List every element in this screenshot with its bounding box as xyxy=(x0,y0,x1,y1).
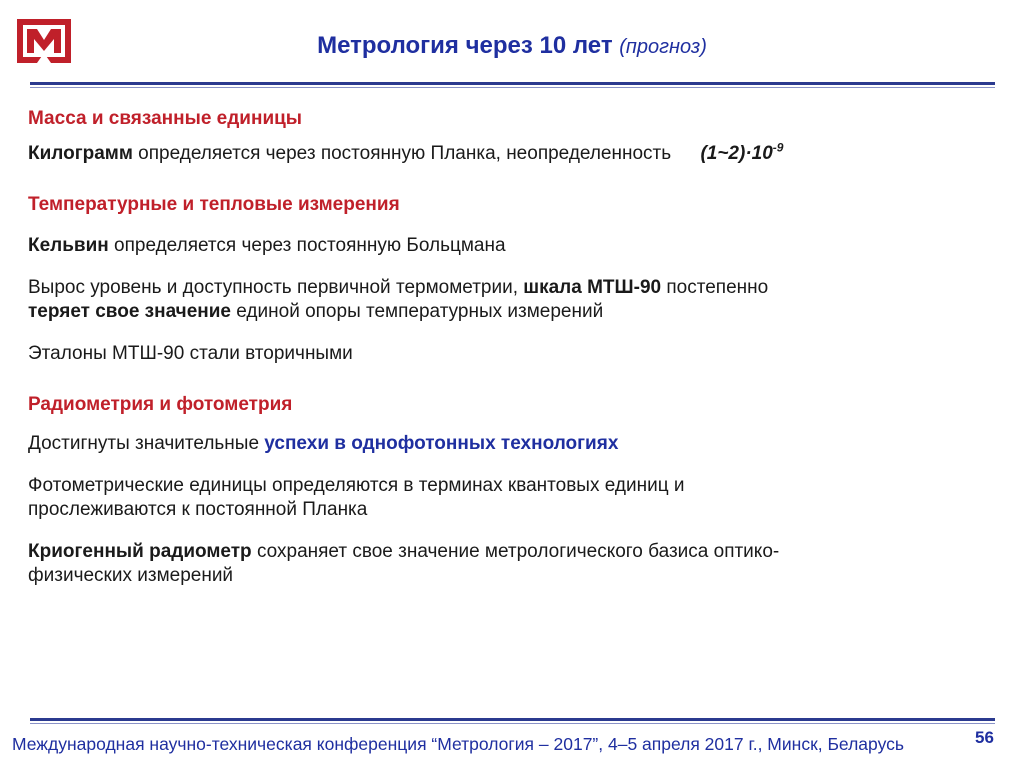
kilogram-term: Килограмм xyxy=(28,143,133,164)
title-subtitle: (прогноз) xyxy=(619,36,707,58)
paragraph-cryogenic xyxy=(28,540,988,588)
thermometry-text-b: постепенно xyxy=(661,277,769,298)
single-photon-highlight: успехи в однофотонных технологиях xyxy=(264,433,619,454)
single-photon-text: Достигнуты значительные xyxy=(28,433,265,454)
paragraph-single-photon xyxy=(28,432,988,456)
slide-content xyxy=(28,108,988,588)
paragraph-standards: Эталоны МТШ-90 стали вторичными xyxy=(28,343,353,364)
loses-significance-term: теряет свое значение xyxy=(28,301,231,322)
photometric-line1: Фотометрические единицы определяются в терминах квантовых единиц и xyxy=(28,475,685,496)
cryogenic-line2: физических измерений xyxy=(28,565,234,586)
section-heading-radiometry: Радиометрия и фотометрия xyxy=(28,394,293,415)
page-number: 56 xyxy=(975,728,994,747)
slide-title xyxy=(0,32,1024,60)
thermometry-text-c: единой опоры температурных измерений xyxy=(231,301,604,322)
kelvin-text: определяется через постоянную Больцмана xyxy=(108,235,506,256)
thermometry-text-a: Вырос уровень и доступность первичной термометрии, xyxy=(28,277,524,298)
title-main: Метрология через 10 лет xyxy=(317,32,613,59)
photometric-line2: прослеживаются к постоянной Планка xyxy=(28,499,368,520)
kilogram-text: определяется через постоянную Планка, неопределенность xyxy=(132,143,672,164)
formula-exponent: -9 xyxy=(772,140,784,155)
paragraph-kilogram xyxy=(28,142,988,166)
mtsh90-scale-term: шкала МТШ-90 xyxy=(523,277,662,298)
section-heading-temperature: Температурные и тепловые измерения xyxy=(28,194,400,215)
paragraph-thermometry xyxy=(28,276,988,324)
formula-base: (1~2)·10 xyxy=(700,143,773,164)
header-divider xyxy=(30,82,995,88)
cryogenic-line1: сохраняет свое значение метрологического базиса оптико- xyxy=(251,541,780,562)
section-heading-mass: Масса и связанные единицы xyxy=(28,108,303,129)
conference-footer: Международная научно-техническая конференция “Метрология – 2017”, 4–5 апреля 2017 г., Минск, Беларусь xyxy=(12,734,904,754)
cryogenic-radiometer-term: Криогенный радиометр xyxy=(28,541,252,562)
kelvin-term: Кельвин xyxy=(28,235,109,256)
footer-divider xyxy=(30,718,995,724)
uncertainty-formula xyxy=(700,140,784,164)
paragraph-kelvin xyxy=(28,234,988,258)
paragraph-photometric xyxy=(28,474,988,522)
